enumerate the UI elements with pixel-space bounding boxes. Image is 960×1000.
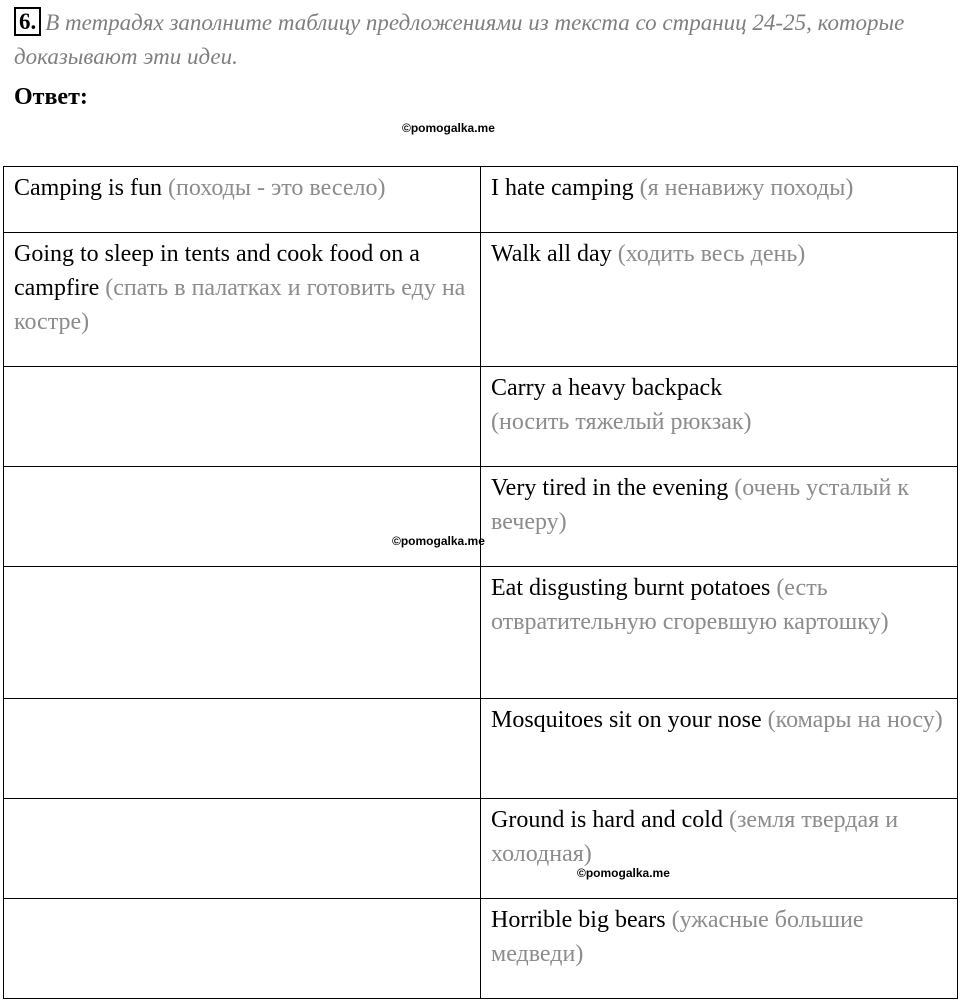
cell-text-en: Ground is hard and cold <box>491 807 723 833</box>
cell-text-ru: (очень усталый к вечеру) <box>491 475 910 535</box>
table-row <box>4 467 958 567</box>
answer-label: Ответ: <box>14 84 88 110</box>
table-cell-right <box>481 233 958 367</box>
table-row <box>4 567 958 699</box>
table-cell-left <box>4 467 481 567</box>
cell-text-en: Walk all day <box>491 241 612 267</box>
cell-text-ru: (носить тяжелый рюкзак) <box>491 409 752 435</box>
ideas-table <box>3 166 958 999</box>
table-cell-left <box>4 233 481 367</box>
table-cell-right <box>481 367 958 467</box>
cell-text-ru: (спать в палатках и готовить еду на костре) <box>14 275 466 335</box>
watermark: ©pomogalka.me <box>392 534 485 548</box>
cell-text-ru: (ходить весь день) <box>617 241 806 267</box>
table-cell-right <box>481 899 958 999</box>
cell-text-ru: (комары на носу) <box>767 707 943 733</box>
cell-text-ru: (есть отвратительную сгоревшую картошку) <box>491 575 889 635</box>
task-number-badge: 6. <box>14 7 41 36</box>
cell-text-en: Carry a heavy backpack <box>491 375 723 401</box>
table-row <box>4 233 958 367</box>
cell-text-ru: (ужасные большие медведи) <box>491 907 864 967</box>
cell-text-ru: (земля твердая и холодная) <box>491 807 899 867</box>
cell-text-en: Going to sleep in tents and cook food on a campfire <box>14 241 420 301</box>
table-row <box>4 899 958 999</box>
table-cell-left <box>4 799 481 899</box>
cell-text-ru: (я ненавижу походы) <box>639 175 854 201</box>
cell-text-ru: (походы - это весело) <box>168 175 386 201</box>
table-cell-right <box>481 799 958 899</box>
cell-text-en: I hate camping <box>491 175 634 201</box>
watermark: ©pomogalka.me <box>402 121 495 135</box>
table-cell-right <box>481 167 958 233</box>
cell-text-en: Very tired in the evening <box>491 475 729 501</box>
table-row <box>4 167 958 233</box>
table-row <box>4 367 958 467</box>
table-cell-right <box>481 699 958 799</box>
table-cell-left <box>4 567 481 699</box>
table-cell-right <box>481 567 958 699</box>
table-row <box>4 699 958 799</box>
table-cell-left <box>4 899 481 999</box>
cell-text-en: Camping is fun <box>14 175 162 201</box>
table-cell-left <box>4 699 481 799</box>
table-row <box>4 799 958 899</box>
task-instruction <box>14 6 944 74</box>
table-cell-right <box>481 467 958 567</box>
cell-text-en: Horrible big bears <box>491 907 666 933</box>
table-cell-left <box>4 167 481 233</box>
cell-text-en: Eat disgusting burnt potatoes <box>491 575 771 601</box>
task-text: В тетрадях заполните таблицу предложениями из текста со страниц 24-25, которые доказывают эти идеи. <box>14 10 905 69</box>
watermark: ©pomogalka.me <box>577 866 670 880</box>
table-cell-left <box>4 367 481 467</box>
cell-text-en: Mosquitoes sit on your nose <box>491 707 762 733</box>
